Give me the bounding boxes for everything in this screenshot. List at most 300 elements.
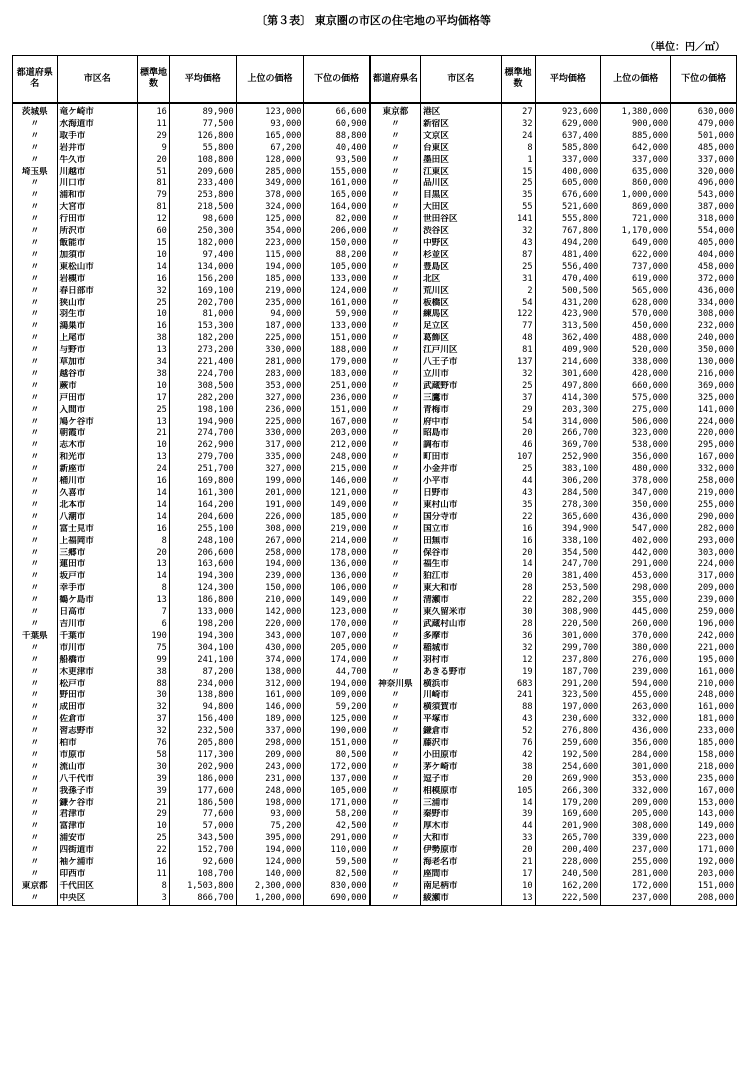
city-cell: 戸田市 [57, 393, 138, 405]
lower-price-cell: 210,000 [671, 679, 737, 691]
avg-price-cell: 269,900 [535, 774, 601, 786]
upper-price-cell: 225,000 [236, 333, 304, 345]
count-cell: 25 [138, 833, 170, 845]
upper-price-cell: 337,000 [236, 726, 304, 738]
avg-price-cell: 133,000 [169, 607, 236, 619]
lower-price-cell: 212,000 [304, 440, 370, 452]
lower-price-cell: 82,000 [304, 214, 370, 226]
avg-price-cell: 163,600 [169, 559, 236, 571]
count-cell: 37 [138, 714, 170, 726]
avg-price-cell: 169,600 [535, 809, 601, 821]
upper-price-cell: 339,000 [601, 833, 671, 845]
table-row [13, 619, 737, 631]
table-row [13, 690, 737, 702]
lower-price-cell: 106,000 [304, 583, 370, 595]
lower-price-cell: 293,000 [671, 536, 737, 548]
avg-price-cell: 252,900 [535, 452, 601, 464]
count-cell: 16 [501, 536, 535, 548]
count-cell: 38 [138, 333, 170, 345]
lower-price-cell: 40,400 [304, 143, 370, 155]
upper-price-cell: 354,000 [236, 226, 304, 238]
prefecture-cell: 〃 [370, 476, 421, 488]
table-row [13, 548, 737, 560]
avg-price-cell: 179,200 [535, 798, 601, 810]
city-cell: 厚木市 [421, 821, 502, 833]
lower-price-cell: 206,000 [304, 226, 370, 238]
prefecture-cell: 〃 [370, 881, 421, 893]
count-cell: 55 [501, 202, 535, 214]
table-row [13, 321, 737, 333]
prefecture-cell: 〃 [370, 238, 421, 250]
prefecture-cell: 〃 [370, 309, 421, 321]
prefecture-cell: 〃 [13, 774, 58, 786]
table-row [13, 679, 737, 691]
upper-price-cell: 349,000 [236, 178, 304, 190]
table-row [13, 809, 737, 821]
city-cell: 蓮田市 [57, 559, 138, 571]
upper-price-cell: 642,000 [601, 143, 671, 155]
city-cell: 青梅市 [421, 405, 502, 417]
city-cell: 南足柄市 [421, 881, 502, 893]
upper-price-cell: 402,000 [601, 536, 671, 548]
prefecture-cell: 〃 [13, 702, 58, 714]
city-cell: 多摩市 [421, 631, 502, 643]
avg-price-cell: 186,500 [169, 798, 236, 810]
count-cell: 13 [501, 893, 535, 905]
city-cell: 行田市 [57, 214, 138, 226]
upper-price-cell: 235,000 [236, 298, 304, 310]
upper-price-cell: 565,000 [601, 286, 671, 298]
avg-price-cell: 259,600 [535, 738, 601, 750]
avg-price-cell: 354,500 [535, 548, 601, 560]
upper-price-cell: 430,000 [236, 643, 304, 655]
city-cell: 狛江市 [421, 571, 502, 583]
prefecture-cell: 〃 [13, 571, 58, 583]
prefecture-cell: 〃 [13, 405, 58, 417]
avg-price-cell: 605,000 [535, 178, 601, 190]
lower-price-cell: 125,000 [304, 714, 370, 726]
city-cell: 文京区 [421, 131, 502, 143]
city-cell: 大和市 [421, 833, 502, 845]
prefecture-cell: 〃 [370, 250, 421, 262]
lower-price-cell: 630,000 [671, 103, 737, 119]
avg-price-cell: 556,400 [535, 262, 601, 274]
upper-price-cell: 146,000 [236, 702, 304, 714]
upper-price-cell: 237,000 [601, 893, 671, 905]
count-cell: 30 [138, 690, 170, 702]
prefecture-cell: 〃 [13, 738, 58, 750]
unit-label: （単位：円／㎡） [645, 42, 725, 53]
city-cell: 国分寺市 [421, 512, 502, 524]
upper-price-cell: 885,000 [601, 131, 671, 143]
upper-price-cell: 628,000 [601, 298, 671, 310]
prefecture-cell: 〃 [13, 286, 58, 298]
count-cell: 14 [138, 500, 170, 512]
prefecture-cell: 〃 [13, 512, 58, 524]
upper-price-cell: 378,000 [601, 476, 671, 488]
city-cell: 町田市 [421, 452, 502, 464]
lower-price-cell: 830,000 [304, 881, 370, 893]
prefecture-cell: 〃 [13, 357, 58, 369]
count-cell: 14 [138, 571, 170, 583]
avg-price-cell: 250,300 [169, 226, 236, 238]
prefecture-cell: 東京都 [13, 881, 58, 893]
prefecture-cell: 〃 [13, 762, 58, 774]
count-cell: 14 [501, 559, 535, 571]
prefecture-cell: 〃 [13, 369, 58, 381]
count-cell: 19 [501, 667, 535, 679]
prefecture-cell: 〃 [13, 476, 58, 488]
count-cell: 38 [138, 369, 170, 381]
count-cell: 43 [501, 488, 535, 500]
upper-price-cell: 225,000 [236, 417, 304, 429]
lower-price-cell: 236,000 [304, 393, 370, 405]
avg-price-cell: 230,600 [535, 714, 601, 726]
count-cell: 20 [138, 155, 170, 167]
avg-price-cell: 205,800 [169, 738, 236, 750]
city-cell: 東久留米市 [421, 607, 502, 619]
prefecture-cell: 〃 [13, 655, 58, 667]
table-row [13, 583, 737, 595]
count-cell: 43 [501, 714, 535, 726]
city-cell: 東村山市 [421, 500, 502, 512]
count-cell: 10 [138, 309, 170, 321]
lower-price-cell: 308,000 [671, 309, 737, 321]
lower-price-cell: 372,000 [671, 274, 737, 286]
avg-price-cell: 240,500 [535, 869, 601, 881]
lower-price-cell: 259,000 [671, 607, 737, 619]
avg-price-cell: 394,900 [535, 524, 601, 536]
city-cell: 牛久市 [57, 155, 138, 167]
avg-price-cell: 197,000 [535, 702, 601, 714]
prefecture-cell: 〃 [370, 607, 421, 619]
table-row [13, 726, 737, 738]
prefecture-cell: 〃 [370, 786, 421, 798]
count-cell: 17 [138, 393, 170, 405]
upper-price-cell: 635,000 [601, 167, 671, 179]
table-row [13, 333, 737, 345]
city-cell: 武蔵村山市 [421, 619, 502, 631]
avg-price-cell: 206,600 [169, 548, 236, 560]
upper-price-cell: 330,000 [236, 345, 304, 357]
prefecture-cell: 〃 [370, 202, 421, 214]
city-cell: 目黒区 [421, 190, 502, 202]
table-title: 〔第３表〕 東京圏の市区の住宅地の平均価格等 [256, 14, 491, 27]
avg-price-cell: 124,300 [169, 583, 236, 595]
count-cell: 20 [501, 571, 535, 583]
prefecture-cell: 〃 [370, 798, 421, 810]
upper-price-cell: 93,000 [236, 809, 304, 821]
count-cell: 141 [501, 214, 535, 226]
upper-price-cell: 488,000 [601, 333, 671, 345]
avg-price-cell: 481,400 [535, 250, 601, 262]
city-cell: 三鷹市 [421, 393, 502, 405]
upper-price-cell: 258,000 [236, 548, 304, 560]
lower-price-cell: 143,000 [671, 809, 737, 821]
count-cell: 99 [138, 655, 170, 667]
prefecture-cell: 〃 [370, 845, 421, 857]
upper-price-cell: 210,000 [236, 595, 304, 607]
table-row [13, 667, 737, 679]
city-cell: 上福岡市 [57, 536, 138, 548]
city-cell: 小田原市 [421, 750, 502, 762]
upper-price-cell: 1,200,000 [236, 893, 304, 905]
count-cell: 29 [138, 131, 170, 143]
avg-price-cell: 266,700 [535, 428, 601, 440]
lower-price-cell: 161,000 [304, 298, 370, 310]
count-cell: 81 [138, 178, 170, 190]
prefecture-cell: 〃 [370, 869, 421, 881]
prefecture-cell: 〃 [13, 845, 58, 857]
header-prefecture: 都道府県名 [370, 56, 421, 104]
avg-price-cell: 306,200 [535, 476, 601, 488]
lower-price-cell: 107,000 [304, 631, 370, 643]
avg-price-cell: 162,200 [535, 881, 601, 893]
table-row [13, 524, 737, 536]
prefecture-cell: 〃 [13, 214, 58, 226]
lower-price-cell: 203,000 [304, 428, 370, 440]
avg-price-cell: 126,800 [169, 131, 236, 143]
count-cell: 13 [138, 417, 170, 429]
lower-price-cell: 248,000 [304, 452, 370, 464]
avg-price-cell: 55,800 [169, 143, 236, 155]
lower-price-cell: 496,000 [671, 178, 737, 190]
header-count: 標準地数 [138, 56, 170, 104]
city-cell: 吉川市 [57, 619, 138, 631]
upper-price-cell: 353,000 [236, 381, 304, 393]
prefecture-cell: 〃 [370, 500, 421, 512]
lower-price-cell: 149,000 [671, 821, 737, 833]
prefecture-cell: 〃 [13, 607, 58, 619]
prefecture-cell: 〃 [370, 464, 421, 476]
prefecture-cell: 〃 [370, 548, 421, 560]
city-cell: 富士見市 [57, 524, 138, 536]
prefecture-cell: 〃 [13, 619, 58, 631]
prefecture-cell: 〃 [370, 274, 421, 286]
city-cell: 鳩ケ谷市 [57, 417, 138, 429]
city-cell: 袖ケ浦市 [57, 857, 138, 869]
lower-price-cell: 332,000 [671, 464, 737, 476]
header-city: 市区名 [57, 56, 138, 104]
count-cell: 11 [138, 119, 170, 131]
avg-price-cell: 265,700 [535, 833, 601, 845]
city-cell: 大宮市 [57, 202, 138, 214]
avg-price-cell: 304,100 [169, 643, 236, 655]
lower-price-cell: 133,000 [304, 274, 370, 286]
avg-price-cell: 98,600 [169, 214, 236, 226]
prefecture-cell: 〃 [370, 750, 421, 762]
count-cell: 1 [501, 155, 535, 167]
table-row [13, 226, 737, 238]
city-cell: 佐倉市 [57, 714, 138, 726]
city-cell: 座間市 [421, 869, 502, 881]
count-cell: 22 [501, 512, 535, 524]
lower-price-cell: 479,000 [671, 119, 737, 131]
avg-price-cell: 414,300 [535, 393, 601, 405]
lower-price-cell: 192,000 [671, 857, 737, 869]
lower-price-cell: 110,000 [304, 845, 370, 857]
city-cell: 越谷市 [57, 369, 138, 381]
table-row [13, 262, 737, 274]
lower-price-cell: 88,800 [304, 131, 370, 143]
lower-price-cell: 224,000 [671, 559, 737, 571]
upper-price-cell: 140,000 [236, 869, 304, 881]
upper-price-cell: 869,000 [601, 202, 671, 214]
count-cell: 88 [138, 679, 170, 691]
prefecture-cell: 〃 [370, 155, 421, 167]
count-cell: 8 [501, 143, 535, 155]
upper-price-cell: 1,380,000 [601, 103, 671, 119]
avg-price-cell: 494,200 [535, 238, 601, 250]
lower-price-cell: 66,600 [304, 103, 370, 119]
prefecture-cell: 〃 [13, 536, 58, 548]
prefecture-cell: 〃 [13, 559, 58, 571]
count-cell: 39 [501, 809, 535, 821]
upper-price-cell: 199,000 [236, 476, 304, 488]
prefecture-cell: 〃 [13, 821, 58, 833]
upper-price-cell: 291,000 [601, 559, 671, 571]
table-row [13, 286, 737, 298]
city-cell: 江東区 [421, 167, 502, 179]
lower-price-cell: 136,000 [304, 559, 370, 571]
upper-price-cell: 395,000 [236, 833, 304, 845]
upper-price-cell: 2,300,000 [236, 881, 304, 893]
upper-price-cell: 428,000 [601, 369, 671, 381]
city-cell: 豊島区 [421, 262, 502, 274]
city-cell: 保谷市 [421, 548, 502, 560]
city-cell: 千葉市 [57, 631, 138, 643]
prefecture-cell: 〃 [370, 393, 421, 405]
upper-price-cell: 347,000 [601, 488, 671, 500]
avg-price-cell: 273,200 [169, 345, 236, 357]
table-row [13, 202, 737, 214]
prefecture-cell: 〃 [370, 333, 421, 345]
avg-price-cell: 866,700 [169, 893, 236, 905]
prefecture-cell: 〃 [370, 143, 421, 155]
upper-price-cell: 138,000 [236, 667, 304, 679]
table-row [13, 655, 737, 667]
count-cell: 25 [138, 298, 170, 310]
lower-price-cell: 404,000 [671, 250, 737, 262]
prefecture-cell: 〃 [13, 274, 58, 286]
upper-price-cell: 350,000 [601, 500, 671, 512]
count-cell: 13 [138, 452, 170, 464]
lower-price-cell: 214,000 [304, 536, 370, 548]
upper-price-cell: 75,200 [236, 821, 304, 833]
prefecture-cell: 〃 [13, 643, 58, 655]
table-row [13, 762, 737, 774]
table-row [13, 631, 737, 643]
city-cell: 北区 [421, 274, 502, 286]
city-cell: 木更津市 [57, 667, 138, 679]
avg-price-cell: 233,400 [169, 178, 236, 190]
city-cell: 品川区 [421, 178, 502, 190]
lower-price-cell: 185,000 [671, 738, 737, 750]
city-cell: 所沢市 [57, 226, 138, 238]
table-row [13, 571, 737, 583]
count-cell: 22 [501, 595, 535, 607]
table-row [13, 190, 737, 202]
prefecture-cell: 〃 [13, 750, 58, 762]
lower-price-cell: 188,000 [304, 345, 370, 357]
upper-price-cell: 281,000 [236, 357, 304, 369]
count-cell: 36 [501, 631, 535, 643]
prefecture-cell: 〃 [370, 119, 421, 131]
avg-price-cell: 108,800 [169, 155, 236, 167]
city-cell: 野田市 [57, 690, 138, 702]
count-cell: 8 [138, 583, 170, 595]
prefecture-cell: 〃 [13, 381, 58, 393]
lower-price-cell: 59,500 [304, 857, 370, 869]
table-row [13, 357, 737, 369]
city-cell: 秦野市 [421, 809, 502, 821]
prefecture-cell: 神奈川県 [370, 679, 421, 691]
prefecture-cell: 〃 [13, 345, 58, 357]
table-row [13, 607, 737, 619]
city-cell: 中野区 [421, 238, 502, 250]
city-cell: 三郷市 [57, 548, 138, 560]
city-cell: 新座市 [57, 464, 138, 476]
upper-price-cell: 356,000 [601, 738, 671, 750]
upper-price-cell: 239,000 [236, 571, 304, 583]
upper-price-cell: 1,000,000 [601, 190, 671, 202]
city-cell: 台東区 [421, 143, 502, 155]
lower-price-cell: 161,000 [671, 667, 737, 679]
table-body [13, 103, 737, 905]
count-cell: 27 [501, 103, 535, 119]
header-lower-price: 下位の価格 [671, 56, 737, 104]
avg-price-cell: 255,100 [169, 524, 236, 536]
count-cell: 105 [501, 786, 535, 798]
lower-price-cell: 171,000 [671, 845, 737, 857]
avg-price-cell: 97,400 [169, 250, 236, 262]
upper-price-cell: 442,000 [601, 548, 671, 560]
city-cell: 和光市 [57, 452, 138, 464]
header-prefecture: 都道府県名 [13, 56, 58, 104]
city-cell: 板橋区 [421, 298, 502, 310]
count-cell: 21 [138, 428, 170, 440]
upper-price-cell: 298,000 [236, 738, 304, 750]
prefecture-cell: 〃 [13, 428, 58, 440]
prefecture-cell: 〃 [13, 298, 58, 310]
count-cell: 20 [501, 774, 535, 786]
prefecture-cell: 〃 [13, 833, 58, 845]
upper-price-cell: 317,000 [236, 440, 304, 452]
count-cell: 58 [138, 750, 170, 762]
upper-price-cell: 275,000 [601, 405, 671, 417]
avg-price-cell: 204,600 [169, 512, 236, 524]
city-cell: あきる野市 [421, 667, 502, 679]
count-cell: 683 [501, 679, 535, 691]
upper-price-cell: 150,000 [236, 583, 304, 595]
prefecture-cell: 〃 [370, 381, 421, 393]
avg-price-cell: 431,200 [535, 298, 601, 310]
lower-price-cell: 205,000 [304, 643, 370, 655]
prefecture-cell: 〃 [370, 690, 421, 702]
prefecture-cell: 〃 [370, 298, 421, 310]
table-row [13, 750, 737, 762]
lower-price-cell: 158,000 [671, 750, 737, 762]
count-cell: 54 [501, 417, 535, 429]
city-cell: 藤沢市 [421, 738, 502, 750]
prefecture-cell: 〃 [370, 190, 421, 202]
prefecture-cell: 〃 [370, 512, 421, 524]
count-cell: 16 [138, 524, 170, 536]
table-row [13, 714, 737, 726]
upper-price-cell: 343,000 [236, 631, 304, 643]
prefecture-cell: 〃 [370, 488, 421, 500]
prefecture-cell: 〃 [13, 440, 58, 452]
